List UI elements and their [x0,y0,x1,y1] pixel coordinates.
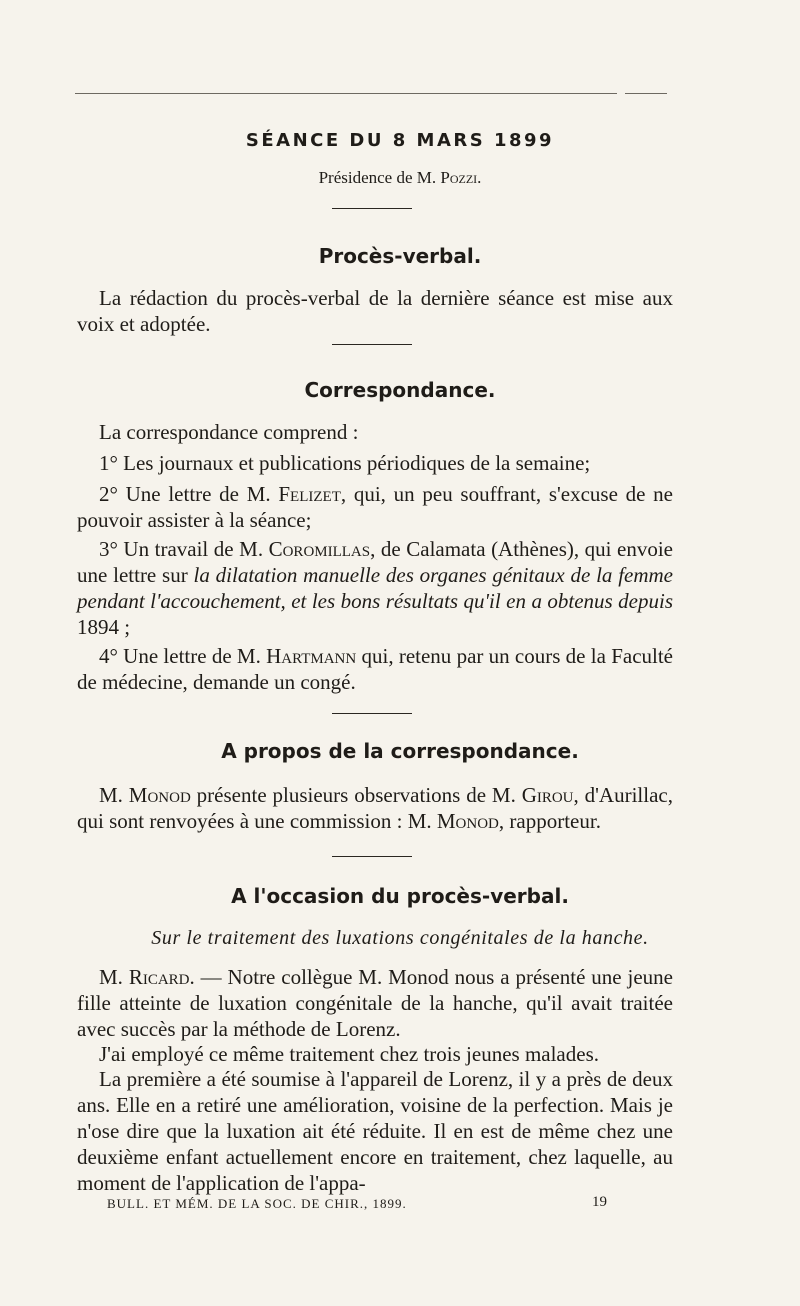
correspondance-item-3 [77,536,673,640]
heading-occasion: A l'occasion du procès-verbal. [231,884,569,908]
top-rule-gap [617,91,625,95]
heading-correspondance: Correspondance. [304,378,496,402]
item2-text-b: , qui, un peu souffrant, s'excuse de ne pouvoir assister à la séance; [77,482,673,532]
a-propos-text-c: , d'Aurillac, qui sont renvoyées à une commission : M. [77,783,673,833]
section-separator [332,208,412,209]
item3-italic-title: la dilatation manuelle des organes génitaux de la femme pendant l'accouchement, et les bons résultats qu'il en a obtenus depuis [77,563,674,613]
section-separator [332,856,412,857]
a-propos-text [77,782,673,834]
top-rule [75,93,667,94]
section-separator [332,713,412,714]
ricard-paragraph-2: J'ai employé ce même traitement chez trois jeunes malades. [99,1042,600,1066]
item3-text-b: , de Calamata (Athènes), qui envoie une lettre sur [77,537,673,587]
name-hartmann: Hartmann [266,644,357,668]
presidence-suffix: . [477,168,482,187]
name-girou: Girou [521,783,574,807]
heading-a-propos: A propos de la correspondance. [221,739,579,763]
correspondance-item-1: 1° Les journaux et publications périodiques de la semaine; [99,451,591,475]
name-monod-2: Monod [436,809,499,833]
name-felizet: Felizet [278,482,341,506]
a-propos-text-b: présente plusieurs observations de M. [190,783,522,807]
ricard-paragraph-3: La première a été soumise à l'appareil de Lorenz, il y a près de deux ans. Elle en a retiré une amélioration, voisine de la perfection. Mais je n'ose dire que la luxation ait été réduite. Il en est de même chez une deuxième enfant actuellement encore en traitement, chez laquelle, au moment de l'application de l'appa- [77,1067,673,1195]
name-ricard: Ricard [128,965,190,989]
section-separator [332,344,412,345]
correspondance-item-2 [77,481,673,533]
proces-verbal-text: La rédaction du procès-verbal de la dernière séance est mise aux voix et adoptée. [77,286,673,336]
name-monod: Monod [128,783,191,807]
correspondance-intro: La correspondance comprend : [99,420,359,444]
seance-title: SÉANCE DU 8 MARS 1899 [245,130,555,151]
item3-text-a: 3° Un travail de M. [99,537,269,561]
page-number: 19 [592,1194,607,1210]
presidence-line [0,168,800,188]
item4-text-b: qui, retenu par un cours de la Faculté de médecine, demande un congé. [77,644,674,694]
item2-text-a: 2° Une lettre de M. [99,482,279,506]
president-name: Pozzi [440,168,478,187]
a-propos-text-a: M. [99,783,129,807]
occasion-subtitle: Sur le traitement des luxations congénitales de la hanche. [151,927,649,949]
p1-text-a: M. [99,965,129,989]
name-coromillas: Coromillas [268,537,371,561]
item3-text-c: 1894 ; [77,615,131,639]
footer-journal: BULL. ET MÉM. DE LA SOC. DE CHIR., 1899. [107,1196,407,1211]
a-propos-text-d: , rapporteur. [498,809,601,833]
p1-text-b: . — Notre collègue M. Monod nous a présenté une jeune fille atteinte de luxation congénitale de la hanche, qu'il avait traitée avec succès par la méthode de Lorenz. [77,965,673,1041]
correspondance-item-4 [77,643,673,695]
item4-text-a: 4° Une lettre de M. [99,644,267,668]
ricard-paragraph-1 [77,964,673,1042]
heading-proces-verbal: Procès-verbal. [318,244,482,268]
presidence-prefix: Présidence de M. [318,168,441,187]
